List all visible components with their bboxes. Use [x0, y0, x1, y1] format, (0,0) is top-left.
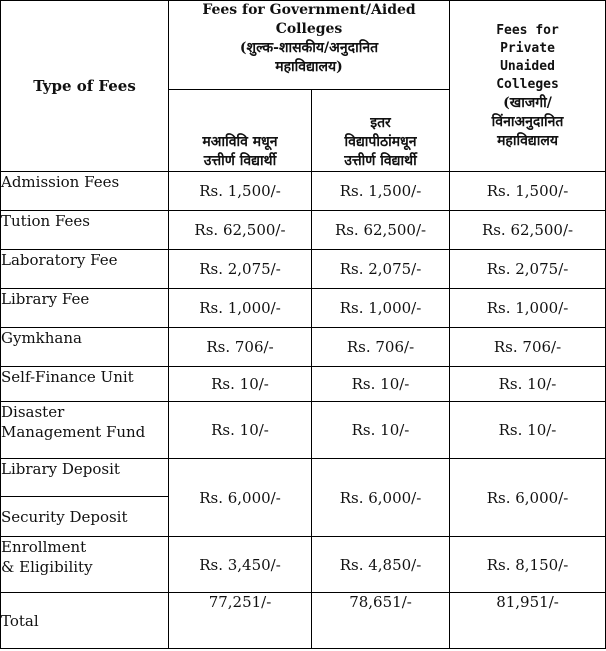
row-value-private: Rs. 2,075/- — [450, 250, 606, 289]
row-label: Self-Finance Unit — [1, 367, 169, 402]
row-value-private: Rs. 8,150/- — [450, 537, 606, 593]
row-label: Library Fee — [1, 289, 169, 328]
row-value-mauhs: Rs. 3,450/- — [169, 537, 312, 593]
table-row — [1, 172, 606, 211]
table-row — [1, 328, 606, 367]
row-value-other: Rs. 1,500/- — [312, 172, 450, 211]
gov-title-line1: Fees for Government/Aided — [202, 2, 416, 18]
private-line2: Private — [500, 40, 555, 56]
row-label-line2: Management Fund — [1, 423, 146, 441]
row-value-other: Rs. 4,850/- — [312, 537, 450, 593]
header-government-aided — [169, 1, 450, 90]
gov-title-marathi-line2: महाविद्यालय) — [275, 59, 343, 75]
total-value-private: 81,951/- — [450, 593, 606, 649]
row-value-other: Rs. 706/- — [312, 328, 450, 367]
table-row — [1, 250, 606, 289]
private-line3: Unaided — [500, 58, 555, 74]
total-value-mauhs: 77,251/- — [169, 593, 312, 649]
row-value-private: Rs. 10/- — [450, 402, 606, 459]
table-row — [1, 537, 606, 593]
row-value-mauhs: Rs. 2,075/- — [169, 250, 312, 289]
header-private-unaided — [450, 1, 606, 172]
row-label — [1, 537, 169, 593]
row-value-other: Rs. 2,075/- — [312, 250, 450, 289]
row-label-line1: Disaster — [1, 403, 65, 421]
sub-col1-line1: मआविवि मधून — [202, 134, 278, 150]
row-value-private: Rs. 1,000/- — [450, 289, 606, 328]
header-type-of-fees: Type of Fees — [1, 1, 169, 172]
row-value-mauhs: Rs. 1,000/- — [169, 289, 312, 328]
row-value-other: Rs. 10/- — [312, 367, 450, 402]
row-label-total: Total — [1, 593, 169, 649]
table-row — [1, 367, 606, 402]
header-mauhs-students — [169, 90, 312, 172]
row-label — [1, 402, 169, 459]
row-value-private: Rs. 10/- — [450, 367, 606, 402]
sub-col1-line2: उत्तीर्ण विद्यार्थी — [203, 153, 277, 169]
private-marathi-line3: महाविद्यालय — [497, 132, 558, 149]
row-value-mauhs: Rs. 1,500/- — [169, 172, 312, 211]
gov-title-line2: Colleges — [275, 21, 343, 37]
total-value-other: 78,651/- — [312, 593, 450, 649]
row-value-mauhs: Rs. 10/- — [169, 402, 312, 459]
row-label: Laboratory Fee — [1, 250, 169, 289]
private-marathi-line2: विंनाअनुदानित — [491, 113, 564, 130]
row-value-mauhs: Rs. 10/- — [169, 367, 312, 402]
row-value-other: Rs. 1,000/- — [312, 289, 450, 328]
row-label: Tution Fees — [1, 211, 169, 250]
row-value-other: Rs. 62,500/- — [312, 211, 450, 250]
row-label-security-deposit: Security Deposit — [1, 497, 169, 537]
row-value-other: Rs. 10/- — [312, 402, 450, 459]
table-row-total — [1, 593, 606, 649]
table-row — [1, 289, 606, 328]
row-value-other: Rs. 6,000/- — [312, 459, 450, 537]
row-label-library-deposit: Library Deposit — [1, 459, 169, 497]
row-label-line2: & Eligibility — [1, 558, 93, 576]
row-value-mauhs: Rs. 62,500/- — [169, 211, 312, 250]
row-value-private: Rs. 62,500/- — [450, 211, 606, 250]
sub-col2-line1: इतर — [370, 115, 391, 131]
row-label: Gymkhana — [1, 328, 169, 367]
row-label: Admission Fees — [1, 172, 169, 211]
row-value-mauhs: Rs. 6,000/- — [169, 459, 312, 537]
table-row — [1, 211, 606, 250]
row-value-private: Rs. 6,000/- — [450, 459, 606, 537]
row-label-line1: Enrollment — [1, 538, 87, 556]
private-line1: Fees for — [496, 22, 559, 38]
gov-title-marathi-line1: (शुल्क-शासकीय/अनुदानित — [239, 40, 379, 56]
row-value-private: Rs. 1,500/- — [450, 172, 606, 211]
private-marathi-line1: (खाजगी/ — [503, 94, 552, 111]
sub-col2-line2: विद्यापीठांमधून — [344, 134, 417, 150]
row-value-mauhs: Rs. 706/- — [169, 328, 312, 367]
header-other-university-students — [312, 90, 450, 172]
row-value-private: Rs. 706/- — [450, 328, 606, 367]
sub-col2-line3: उत्तीर्ण विद्यार्थी — [344, 153, 417, 169]
private-line4: Colleges — [496, 76, 559, 92]
table-row — [1, 402, 606, 459]
table-row — [1, 459, 606, 497]
